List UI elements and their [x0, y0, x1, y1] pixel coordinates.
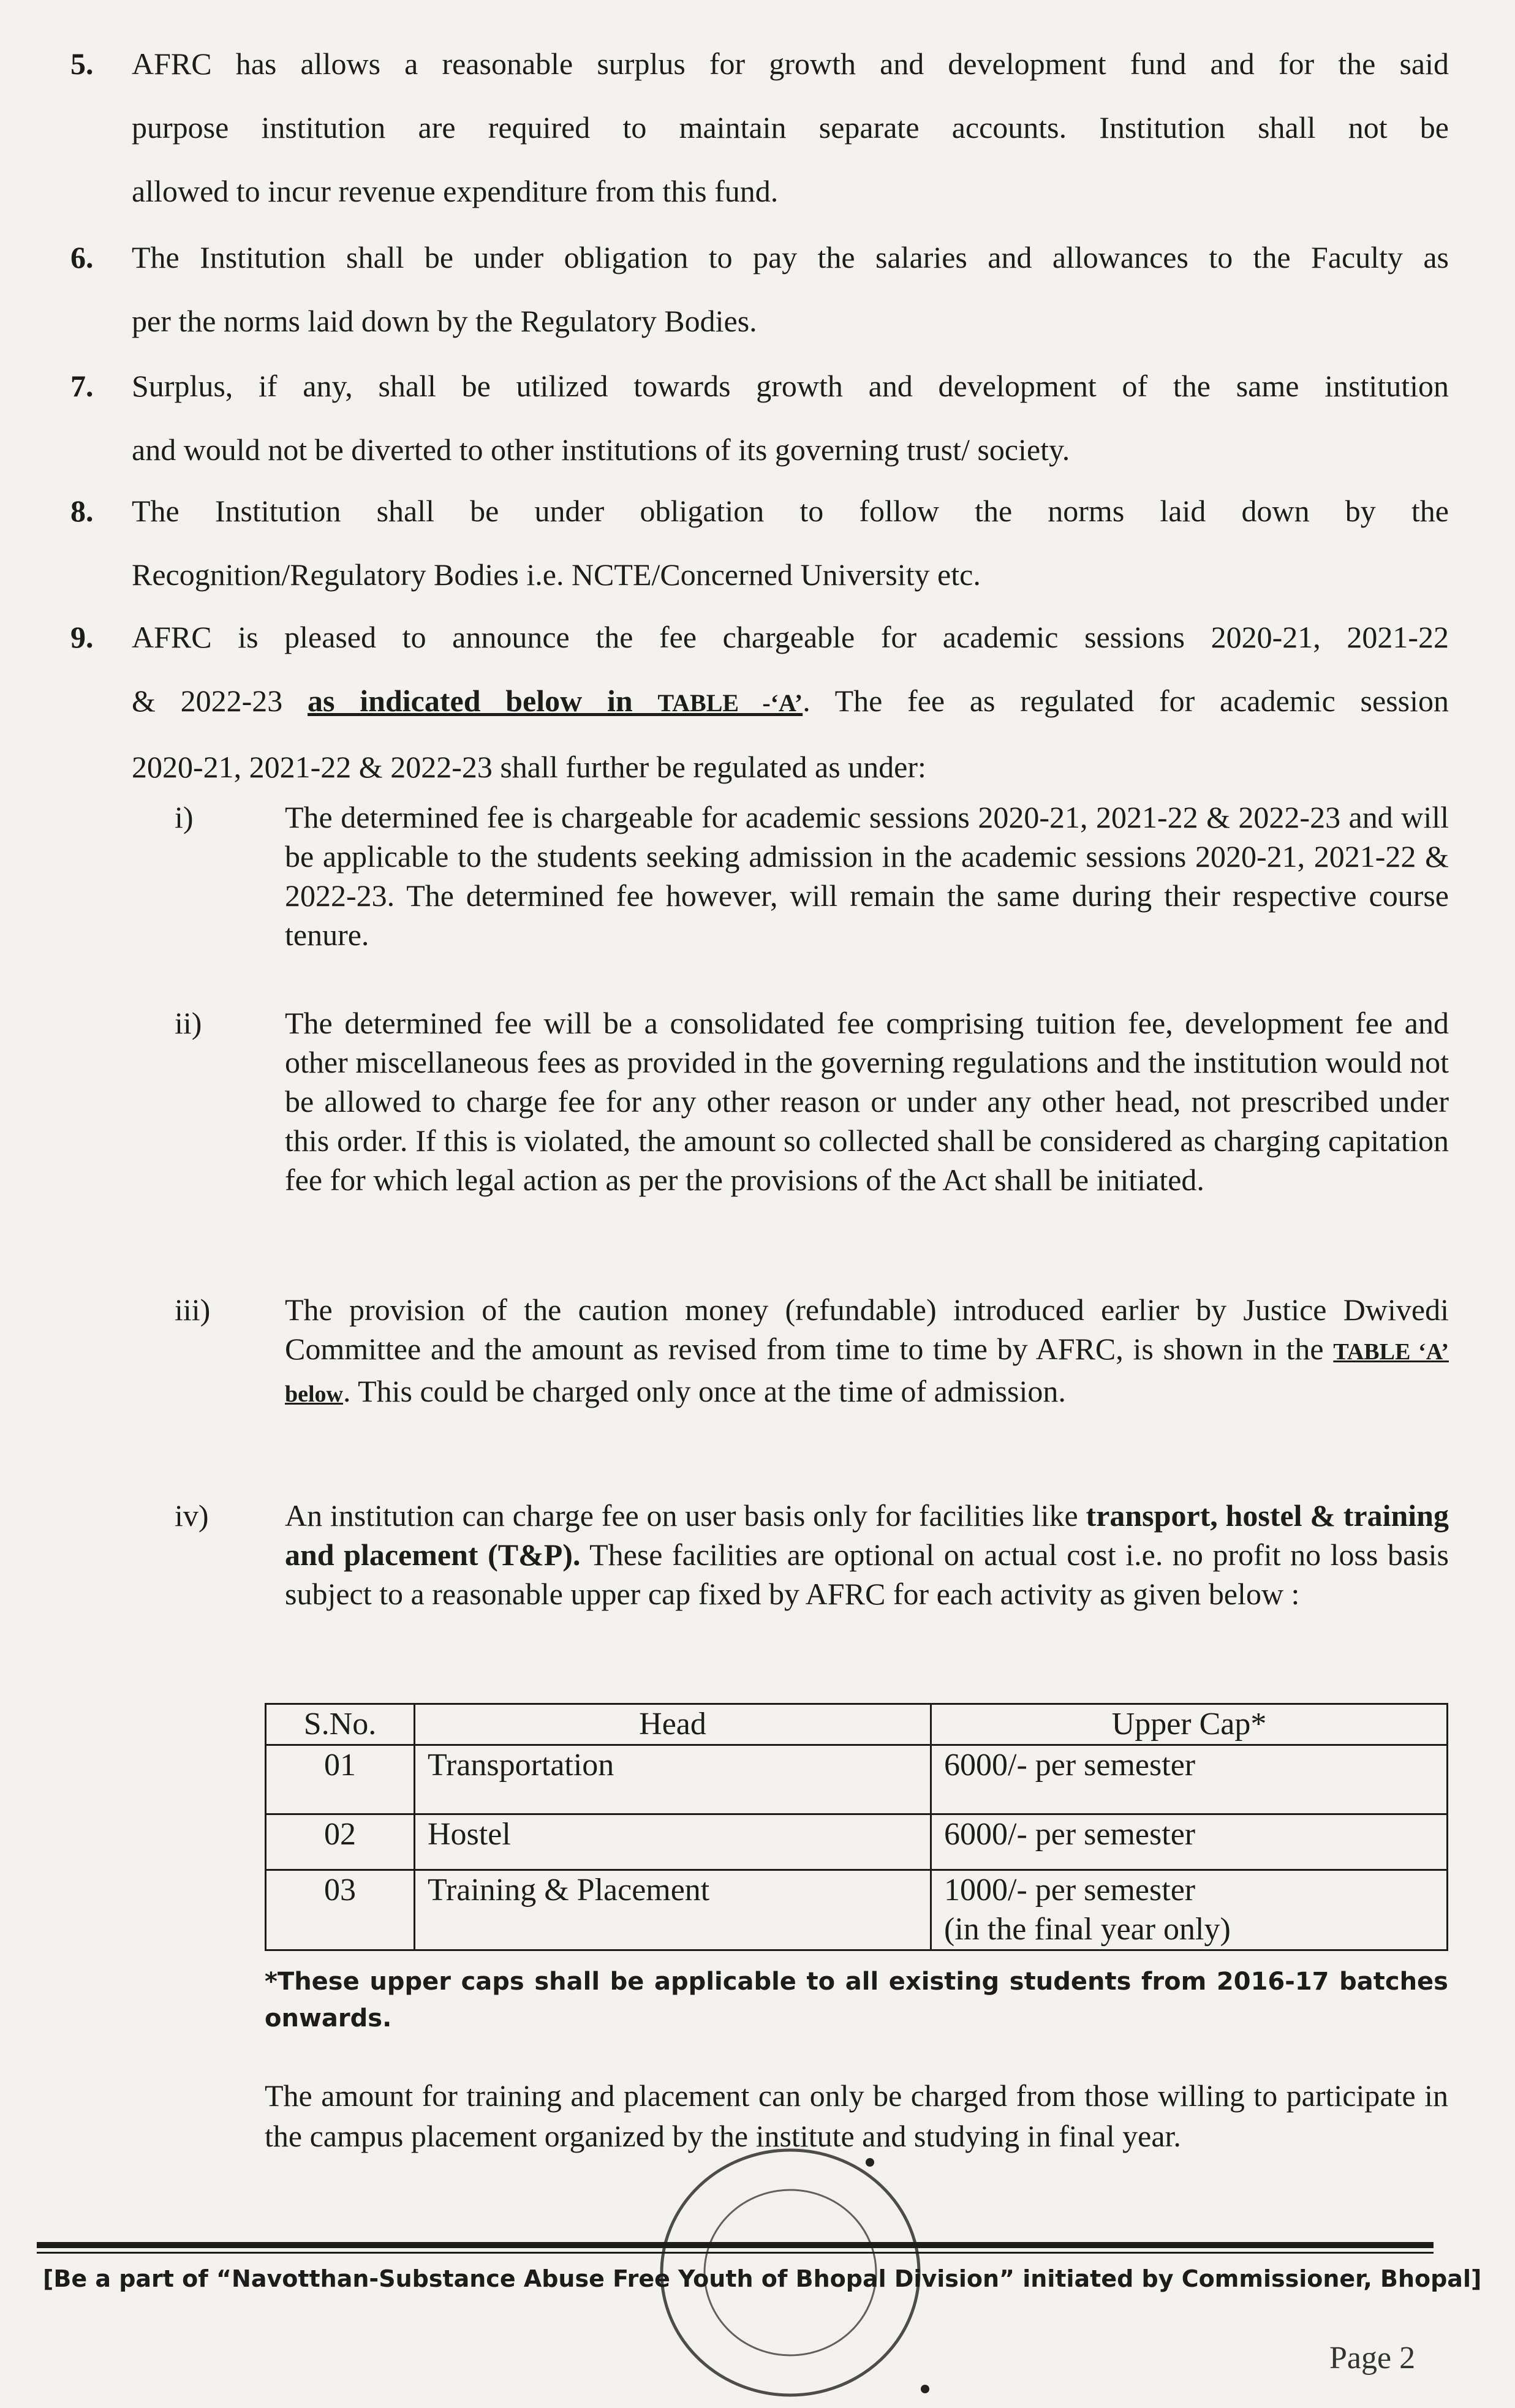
page-number: Page 2 [1329, 2341, 1416, 2376]
line-text: & 2022-23 [132, 684, 308, 718]
paragraph-9 [70, 605, 1449, 799]
sub-item-ii [175, 1003, 1449, 1199]
closing-paragraph: The amount for training and placement can only be charged from those willing to participate in the campus placement organized by the institute and studying in final year. [265, 2078, 1448, 2153]
table-a-reference [308, 684, 803, 718]
paragraph-line: AFRC has allows a reasonable surplus for growth and development fund and for the said [132, 47, 1449, 81]
table-cell-sno: 03 [266, 1870, 415, 1950]
paragraph-line: Recognition/Regulatory Bodies i.e. NCTE/Concerned University etc. [132, 557, 981, 592]
sub-item-number: iii) [175, 1293, 211, 1327]
reference-table-label: TABLE -‘A’ [657, 689, 803, 717]
sub-item-text: The determined fee is chargeable for academic sessions 2020-21, 2021-22 & 2022-23 and will be applicable to the students seeking admission in the academic sessions 2020-21, 2021-22 & 2022-23. The determined fee however, will remain the same during their respective course tenure. [285, 800, 1449, 952]
table-header-cell: S.No. [266, 1704, 415, 1745]
table-cell-cap [931, 1870, 1448, 1950]
paragraph-7 [70, 354, 1449, 481]
paragraph-line: The Institution shall be under obligation to pay the salaries and allowances to the Faculty as [132, 240, 1449, 274]
table-row [266, 1870, 1448, 1950]
upper-cap-note: *These upper caps shall be applicable to all existing students from 2016-17 batches onwards. [265, 1968, 1448, 2032]
footer-rule-thick [37, 2242, 1434, 2248]
paragraph-line: AFRC is pleased to announce the fee chargeable for academic sessions 2020-21, 2021-22 [132, 620, 1449, 654]
table-a-reference: TABLE ‘A’ below [285, 1339, 1449, 1407]
text-segment: An institution can charge fee on user basis only for facilities like [285, 1498, 1086, 1533]
table-cell-head: Hostel [415, 1814, 931, 1870]
sub-item-iii [175, 1290, 1449, 1414]
sub-item-number: iv) [175, 1498, 209, 1533]
cap-value: 1000/- per semester [944, 1873, 1196, 1908]
line-text: . The fee as regulated for academic session [803, 684, 1449, 718]
table-row [266, 1814, 1448, 1870]
reference-text: as indicated below in [308, 684, 658, 718]
paragraph-line: per the norms laid down by the Regulatory Bodies. [132, 304, 757, 338]
table-cell-cap: 6000/- per semester [931, 1814, 1448, 1870]
upper-cap-table [265, 1703, 1448, 1951]
paragraph-8 [70, 479, 1449, 606]
table-header-cell: Head [415, 1704, 931, 1745]
text-segment: The provision of the caution money (refundable) introduced earlier by Justice Dwivedi Committee and the amount as revised from time to time by AFRC, is shown in the [285, 1293, 1449, 1366]
official-seal-stamp [606, 2101, 974, 2407]
paragraph-line: The Institution shall be under obligation to follow the norms laid down by the [132, 494, 1449, 528]
paragraph-line: allowed to incur revenue expenditure from this fund. [132, 174, 779, 208]
facilities-bold-text: transport, hostel & training and placement (T&P). [285, 1498, 1449, 1572]
sub-item-iv [175, 1496, 1449, 1614]
paragraph-5 [70, 32, 1449, 223]
footer-rule-thin [37, 2252, 1434, 2254]
paragraph-6 [70, 225, 1449, 353]
sub-item-text [285, 1290, 1449, 1414]
paragraph-number: 8. [70, 494, 94, 528]
table-cell-sno: 01 [266, 1745, 415, 1814]
paragraph-line [132, 669, 1449, 735]
paragraph-line: purpose institution are required to maintain separate accounts. Institution shall not be [132, 110, 1449, 145]
cap-qualifier: (in the final year only) [944, 1912, 1231, 1947]
table-cell-head: Transportation [415, 1745, 931, 1814]
table-header-row [266, 1704, 1448, 1745]
paragraph-line: 2020-21, 2021-22 & 2022-23 shall further be regulated as under: [132, 750, 926, 784]
sub-item-number: ii) [175, 1006, 202, 1040]
table-cell-sno: 02 [266, 1814, 415, 1870]
table-row [266, 1745, 1448, 1814]
paragraph-number: 6. [70, 240, 94, 274]
text-segment: These facilities are optional on actual cost i.e. no profit no loss basis subject to a reasonable upper cap fixed by AFRC for each activity as given below : [285, 1538, 1449, 1611]
paragraph-line: Surplus, if any, shall be utilized towards growth and development of the same institution [132, 369, 1449, 403]
table-cell-cap: 6000/- per semester [931, 1745, 1448, 1814]
sub-item-i [175, 798, 1449, 954]
footer-slogan: [Be a part of “Navotthan-Substance Abuse Free Youth of Bhopal Division” initiated by Commissioner, Bhopal] [43, 2265, 1482, 2292]
paragraph-line: and would not be diverted to other institutions of its governing trust/ society. [132, 432, 1070, 467]
paragraph-number: 7. [70, 369, 94, 403]
sub-item-number: i) [175, 800, 194, 834]
table-cell-head: Training & Placement [415, 1870, 931, 1950]
paragraph-number: 5. [70, 47, 94, 81]
sub-item-text: The determined fee will be a consolidated fee comprising tuition fee, development fee and other miscellaneous fees as provided in the governing regulations and the institution would not be allowed to charge fee for any other reason or under any other head, not prescribed under this order. If this is violated, the amount so collected shall be considered as charging capitation fee for which legal action as per the provisions of the Act shall be initiated. [285, 1006, 1449, 1197]
paragraph-number: 9. [70, 620, 94, 654]
sub-item-text [285, 1496, 1449, 1614]
text-segment: . This could be charged only once at the time of admission. [343, 1374, 1066, 1408]
table-header-cell: Upper Cap* [931, 1704, 1448, 1745]
